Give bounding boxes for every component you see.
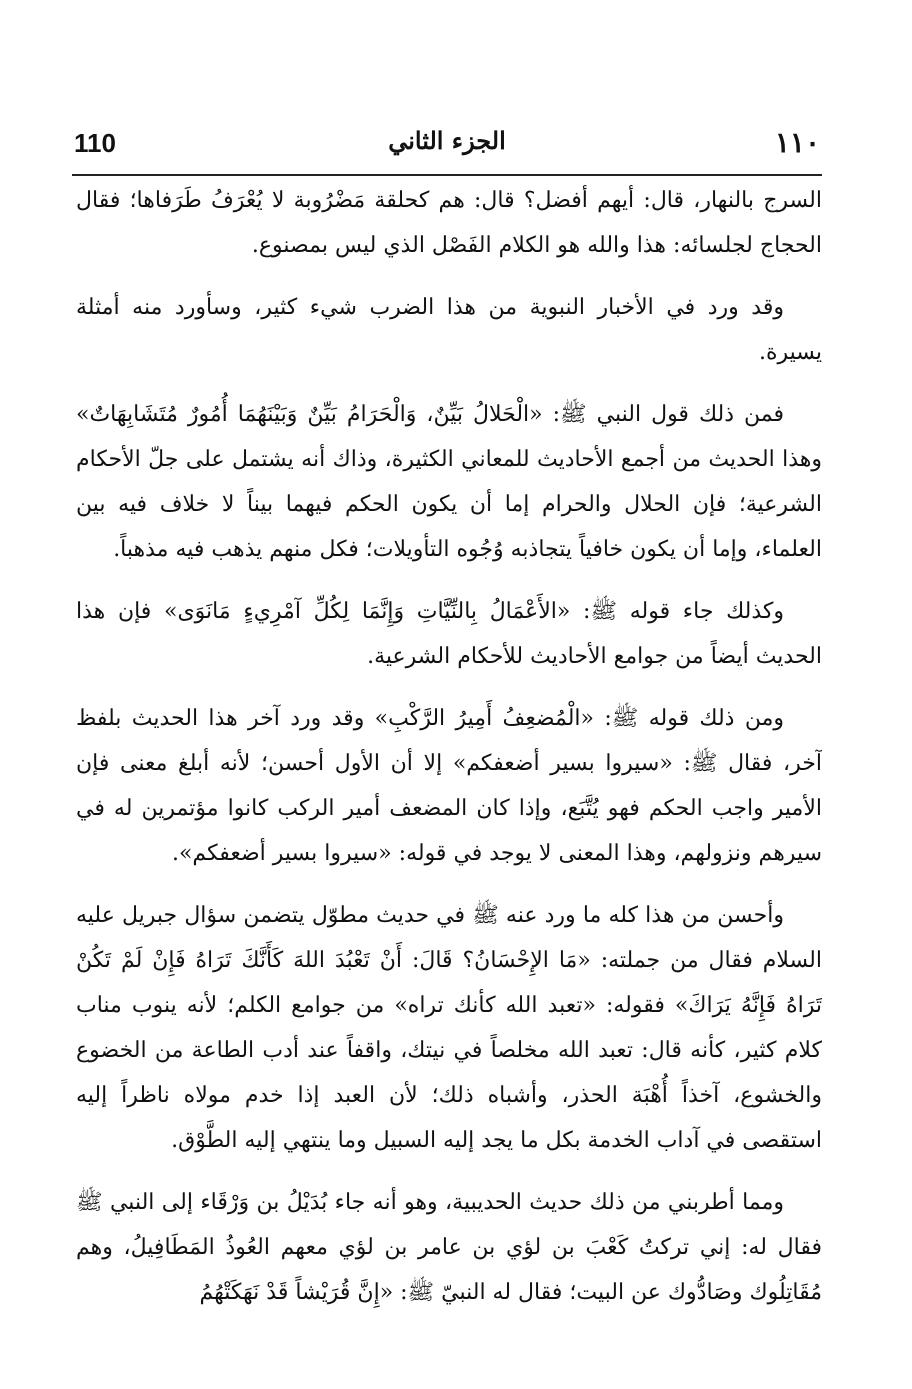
paragraph: فمن ذلك قول النبي ﷺ: «الْحَلالُ بَيِّنٌ، وَالْحَرَامُ بَيِّنٌ وَبَيْنَهُمَا أُمُورٌ مُتَشَابِهَاتٌ» وهذا الحديث من أجمع الأحاديث للمعاني الكثيرة، وذاك أنه يشتمل على جلّ الأحكام الشرعية؛ فإن الحلال والحرام إما أن يكون الحكم فيهما بيناً لا خلاف فيه بين العلماء، وإما أن يكون خافياً يتجاذبه وُجُوه التأويلات؛ فكل منهم يذهب فيه مذهباً. <box>76 402 822 562</box>
paragraph: وقد ورد في الأخبار النبوية من هذا الضرب شيء كثير، وسأورد منه أمثلة يسيرة. <box>76 295 822 365</box>
paragraph: وكذلك جاء قوله ﷺ: «الأَعْمَالُ بِالنِّيَّاتِ وَإِنَّمَا لِكُلِّ آمْرِيءٍ مَانَوَى» فإن هذا الحديث أيضاً من جوامع الأحاديث للأحكام الشرعية. <box>76 599 822 669</box>
page-body <box>76 178 822 1378</box>
paragraph: ومما أطربني من ذلك حديث الحديبية، وهو أنه جاء بُدَيْلُ بن وَرْقَاء إلى النبي ﷺ فقال له: إني تركتُ كَعْبَ بن لؤي بن عامر بن لؤي معهم العُوذُ المَطَافِيلُ، وهم مُقَاتِلُوك وصَادُّوك عن البيت؛ فقال له النبيّ ﷺ: «إِنَّ قُرَيْشاً قَدْ نَهَكَتْهُمُ <box>76 1190 822 1305</box>
paragraph: وأحسن من هذا كله ما ورد عنه ﷺ في حديث مطوّل يتضمن سؤال جبريل عليه السلام فقال من جملته: «مَا الإِحْسَانُ؟ قَالَ: أَنْ تَعْبُدَ اللهَ كَأَنَّكَ تَرَاهُ فَإِنْ لَمْ تَكُنْ تَرَاهُ فَإِنَّهُ يَرَاكَ» فقوله: «تعبد الله كأنك تراه» من جوامع الكلم؛ لأنه ينوب مناب كلام كثير، كأنه قال: تعبد الله مخلصاً في نيتك، واقفاً عند أدب الطاعة من الخضوع والخشوع، آخذاً أُهْبَة الحذر، وأشباه ذلك؛ لأن العبد إذا خدم مولاه ناظراً إليه استقصى في آداب الخدمة بكل ما يجد إليه السبيل وما ينتهي إليه الطَّوْق. <box>76 903 822 1153</box>
paragraph: ومن ذلك قوله ﷺ: «الْمُضعِفُ أَمِيرُ الرَّكْبِ» وقد ورد آخر هذا الحديث بلفظ آخر، فقال ﷺ: «سيروا بسير أضعفكم» إلا أن الأول أحسن؛ لأنه أبلغ معنى فإن الأمير واجب الحكم فهو يُتَّبَع، وإذا كان المضعف أمير الركب كانوا مؤتمرين له في سيرهم ونزولهم، وهذا المعنى لا يوجد في قوله: «سيروا بسير أضعفكم». <box>76 706 822 866</box>
paragraph: السرج بالنهار، قال: أيهم أفضل؟ قال: هم كحلقة مَضْرُوبة لا يُعْرَفُ طَرَفاها؛ فقال الحجاج لجلسائه: هذا والله هو الكلام الفَصْل الذي ليس بمصنوع. <box>76 188 822 258</box>
page-number-latin: 110 <box>74 128 116 158</box>
running-title: الجزء الثاني <box>388 126 506 155</box>
page-header <box>72 126 822 176</box>
page-number-arabic: ١١٠ <box>774 126 820 159</box>
